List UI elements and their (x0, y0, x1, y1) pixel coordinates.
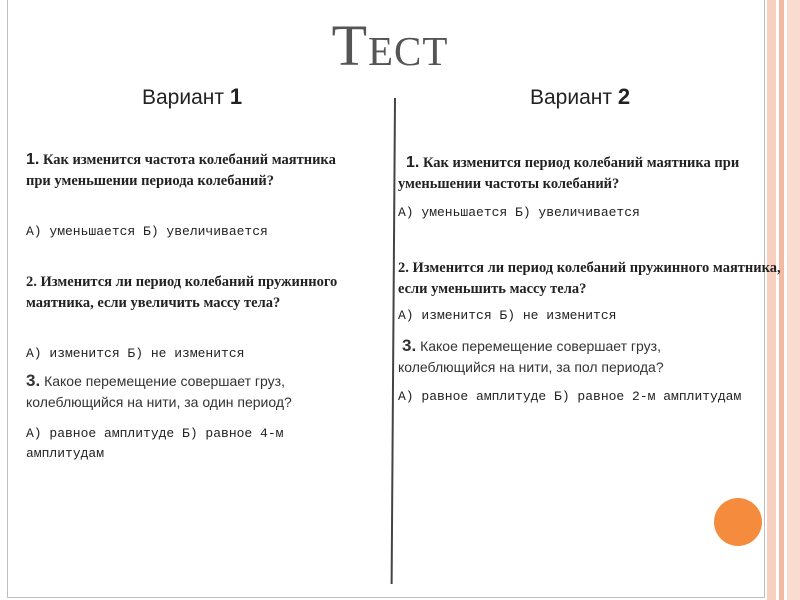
variant2-heading (530, 84, 630, 110)
v2-question-3 (398, 335, 738, 378)
variant1-heading (142, 84, 242, 110)
slide-title: Тест (331, 13, 449, 78)
v2-q3-text: Какое перемещение совершает груз, колеблющийся на нити, за пол периода? (398, 338, 664, 375)
v1-q3-answers: А) равное амплитуде Б) равное 4-м амплитудам (26, 426, 284, 461)
v1-question-3 (26, 370, 356, 413)
v2-q1-text: Как изменится период колебаний маятника при уменьшении частоты колебаний? (398, 155, 740, 192)
v1-q3-text: Какое перемещение совершает груз, колеблющийся на нити, за один период? (26, 373, 292, 410)
decor-circle (714, 498, 762, 546)
v2-q2-number: 2. (398, 260, 409, 276)
v1-q2-number: 2. (26, 274, 37, 290)
v1-q3-number: 3. (26, 371, 41, 390)
v1-q1-number: 1. (26, 151, 40, 168)
v1-q1-text: Как изменится частота колебаний маятника при уменьшении периода колебаний? (26, 152, 336, 189)
v2-q3-number: 3. (402, 336, 417, 355)
decor-stripe (787, 0, 800, 600)
v2-q1-number: 1. (406, 154, 420, 171)
decor-stripe (779, 0, 784, 600)
v1-q1-answers: А) уменьшается Б) увеличивается (26, 224, 268, 239)
v2-q3-answers: А) равное амплитуде Б) равное 2-м амплитудам (398, 389, 742, 404)
v1-q2-answers: А) изменится Б) не изменится (26, 346, 245, 361)
variant1-number: 1 (229, 84, 243, 109)
v2-question-2 (398, 258, 783, 300)
v1-q2-text: Изменится ли период колебаний пружинного маятника, если увеличить массу тела? (26, 274, 338, 311)
v2-q2-text: Изменится ли период колебаний пружинного маятника, если уменьшить массу тела? (398, 260, 781, 297)
v1-question-1 (26, 149, 356, 192)
v2-q1-answers: А) уменьшается Б) увеличивается (398, 205, 640, 220)
variant1-label: Вариант (142, 86, 224, 109)
v2-q2-answers: А) изменится Б) не изменится (398, 308, 617, 323)
decor-stripe (767, 0, 776, 600)
variant2-number: 2 (617, 84, 631, 109)
v2-question-1 (398, 152, 783, 195)
v1-question-2 (26, 272, 356, 314)
variant2-label: Вариант (530, 86, 612, 109)
